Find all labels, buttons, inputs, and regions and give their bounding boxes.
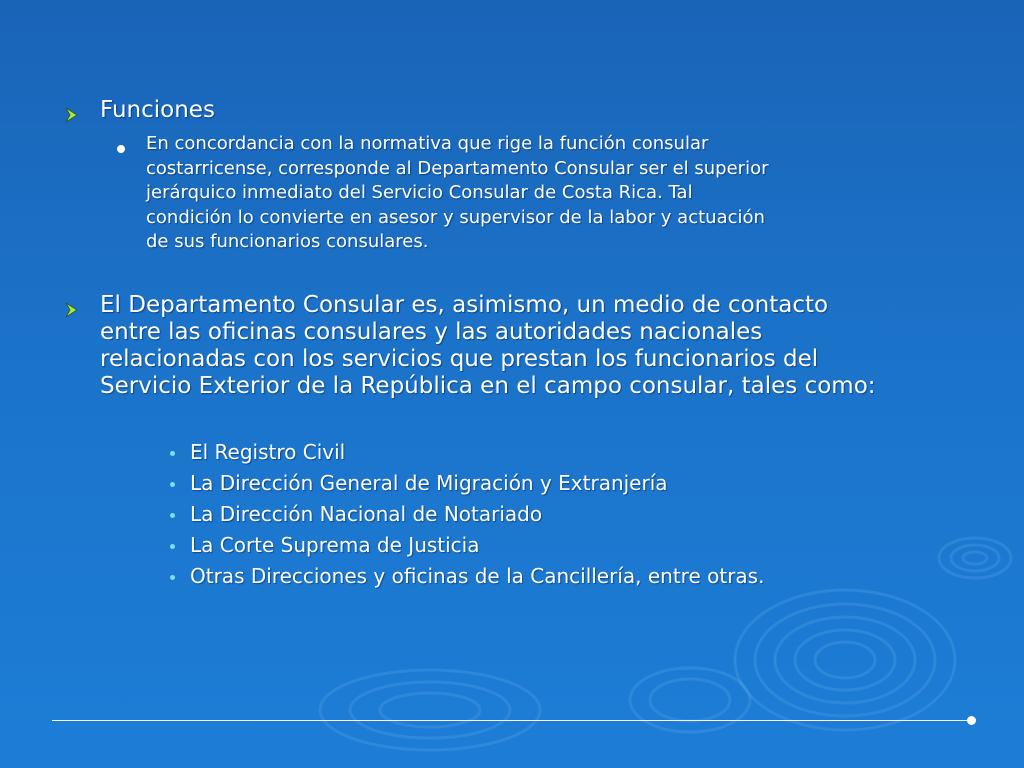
text-line: entre las oficinas consulares y las autoridades nacionales bbox=[100, 319, 763, 345]
list-item-label: La Corte Suprema de Justicia bbox=[190, 533, 480, 557]
list-item bbox=[168, 499, 764, 530]
bullet-funciones-title: Funciones bbox=[100, 97, 215, 123]
list-item bbox=[168, 468, 764, 499]
list-item-label: La Dirección Nacional de Notariado bbox=[190, 502, 543, 526]
footer-dot-icon bbox=[967, 716, 976, 725]
footer-divider bbox=[52, 720, 970, 721]
list-item-label: La Dirección General de Migración y Extranjería bbox=[190, 471, 668, 495]
list-item bbox=[168, 530, 764, 561]
bullet-departamento-consular bbox=[100, 292, 876, 400]
institutions-list bbox=[168, 437, 764, 592]
text-line: jerárquico inmediato del Servicio Consular de Costa Rica. Tal bbox=[146, 182, 693, 203]
list-item-label: El Registro Civil bbox=[190, 440, 346, 464]
dot-bullet-icon bbox=[170, 482, 175, 487]
text-line: En concordancia con la normativa que rige la función consular bbox=[146, 133, 709, 154]
list-item-label: Otras Direcciones y oficinas de la Cancillería, entre otras. bbox=[190, 564, 765, 588]
list-item bbox=[168, 437, 764, 468]
text-line: relacionadas con los servicios que prestan los funcionarios del bbox=[100, 346, 819, 372]
list-item bbox=[168, 561, 764, 592]
dot-bullet-icon bbox=[170, 544, 175, 549]
text-line: El Departamento Consular es, asimismo, un medio de contacto bbox=[100, 292, 829, 318]
text-line: condición lo convierte en asesor y supervisor de la labor y actuación bbox=[146, 206, 765, 228]
dot-bullet-icon bbox=[170, 575, 175, 580]
funciones-description bbox=[146, 132, 966, 255]
arrow-bullet-icon bbox=[64, 301, 82, 319]
text-line: Servicio Exterior de la República en el campo consular, tales como: bbox=[100, 373, 876, 399]
text-line: de sus funcionarios consulares. bbox=[146, 231, 429, 252]
dot-bullet-icon bbox=[170, 451, 175, 456]
dot-bullet-icon bbox=[170, 513, 175, 518]
arrow-bullet-icon bbox=[64, 106, 82, 124]
text-line: costarricense, corresponde al Departamento Consular ser el superior bbox=[146, 157, 769, 179]
dot-bullet-icon bbox=[117, 145, 125, 153]
